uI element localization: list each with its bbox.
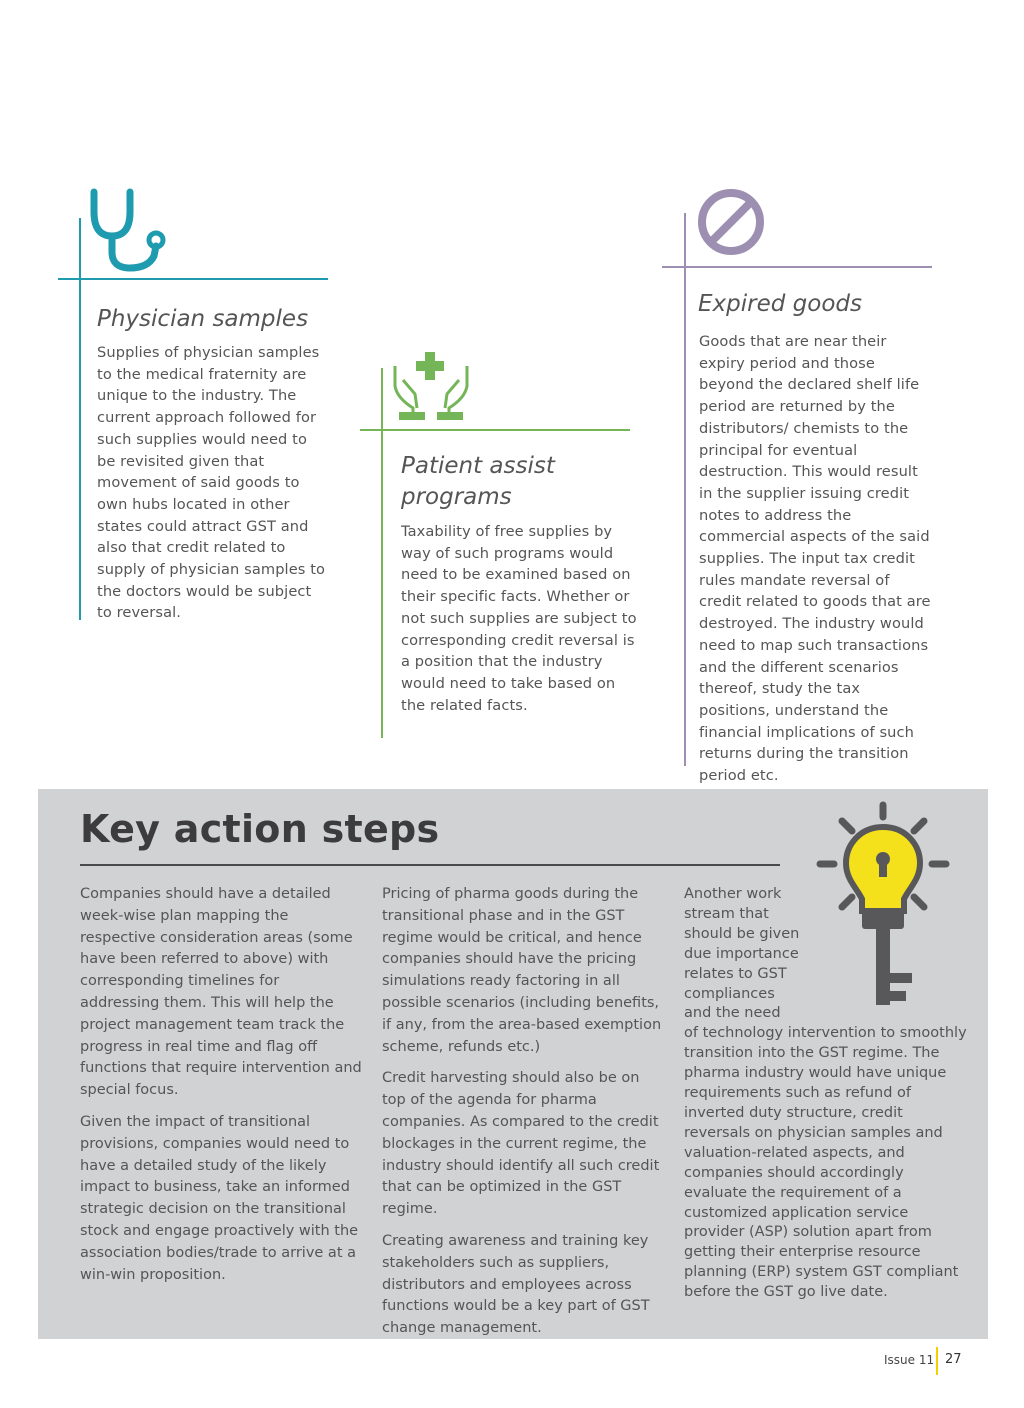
physician-heading: Physician samples	[97, 306, 309, 332]
physician-horizontal-rule	[58, 278, 328, 280]
patient-heading-line1: Patient assist	[401, 453, 555, 479]
stethoscope-icon	[86, 184, 172, 276]
patient-body: Taxability of free supplies by way of such programs would need to be examined based on their specific facts. Whether or not such supplies are subject to corresponding credit reversal is a position that the industry would need to take based on the related facts.	[401, 523, 637, 714]
key-action-column-3	[684, 885, 968, 1303]
key-action-column-2	[382, 884, 664, 1350]
col3-paragraph-rest: of technology intervention to smoothly transition into the GST regime. The pharma industry would have unique requirements such as refund of inverted duty structure, credit reversals on physician samples and valuation-related aspects, and companies should accordingly evaluate the requirement of a customized application service provider (ASP) solution apart from getting their enterprise resource planning (ERP) system GST compliant before the GST go live date.	[684, 1025, 967, 1301]
col3-line-2: stream that	[684, 905, 769, 922]
col3-line-4: due importance	[684, 945, 799, 962]
expired-vertical-rule	[684, 213, 686, 766]
expired-body: Goods that are near their expiry period and those beyond the declared shelf life period are returned by the distributors/ chemists to the principal for eventual destruction. This would result in the supplier issuing credit notes to address the commercial aspects of the said supplies. The input tax credit rules mandate reversal of credit related to goods that are destroyed. The industry would need to map such transactions and the different scenarios thereof, study the tax positions, understand the financial implications of such returns during the transition period etc.	[699, 333, 931, 785]
col2-paragraph-1: Pricing of pharma goods during the transitional phase and in the GST regime would be critical, and hence companies should have the pricing simulations ready factoring in all possible scenarios (including benefits, if any, from the area-based exemption scheme, refunds etc.)	[382, 886, 662, 1055]
col3-line-1: Another work	[684, 886, 782, 902]
col3-line-5: relates to GST	[684, 965, 787, 982]
col3-line-6: compliances	[684, 985, 775, 1002]
prohibited-icon	[695, 186, 767, 258]
physician-body: Supplies of physician samples to the medical fraternity are unique to the industry. The current approach followed for such supplies would need to be revisited given that movement of said goods to own hubs located in other states could attract GST and also that credit related to supply of physician samples to the doctors would be subject to reversal.	[97, 344, 326, 622]
col2-paragraph-2: Credit harvesting should also be on top of the agenda for pharma companies. As compared to the credit blockages in the current regime, the industry should identify all such credit that can be optimized in the GST regime.	[382, 1070, 660, 1218]
key-action-rule	[80, 864, 780, 866]
hands-medical-cross-icon	[391, 350, 471, 422]
footer-issue: Issue 11	[884, 1353, 935, 1367]
footer-divider	[936, 1347, 938, 1375]
col3-line-7: and the need	[684, 1005, 781, 1022]
page-number: 27	[945, 1352, 962, 1367]
patient-heading-line2: programs	[401, 484, 512, 510]
key-action-title: Key action steps	[80, 807, 440, 851]
expired-horizontal-rule	[662, 266, 932, 268]
col1-paragraph-2: Given the impact of transitional provisions, companies would need to have a detailed study of the likely impact to business, take an informed strategic decision on the transitional stock and engage proactively with the association bodies/trade to arrive at a win-win proposition.	[80, 1113, 359, 1283]
col3-line-3: should be given	[684, 925, 800, 942]
expired-heading: Expired goods	[698, 291, 862, 317]
patient-horizontal-rule	[360, 429, 630, 431]
key-action-column-1	[80, 884, 362, 1296]
key-action-panel	[38, 789, 988, 1339]
col1-paragraph-1: Companies should have a detailed week-wise plan mapping the respective consideration areas (some have been referred to above) with corresponding timelines for addressing them. This will help the project management team track the progress in real time and flag off functions that require intervention and special focus.	[80, 886, 362, 1099]
patient-vertical-rule	[381, 368, 383, 738]
col2-paragraph-3: Creating awareness and training key stakeholders such as suppliers, distributors and employees across functions would be a key part of GST change management.	[382, 1232, 650, 1337]
